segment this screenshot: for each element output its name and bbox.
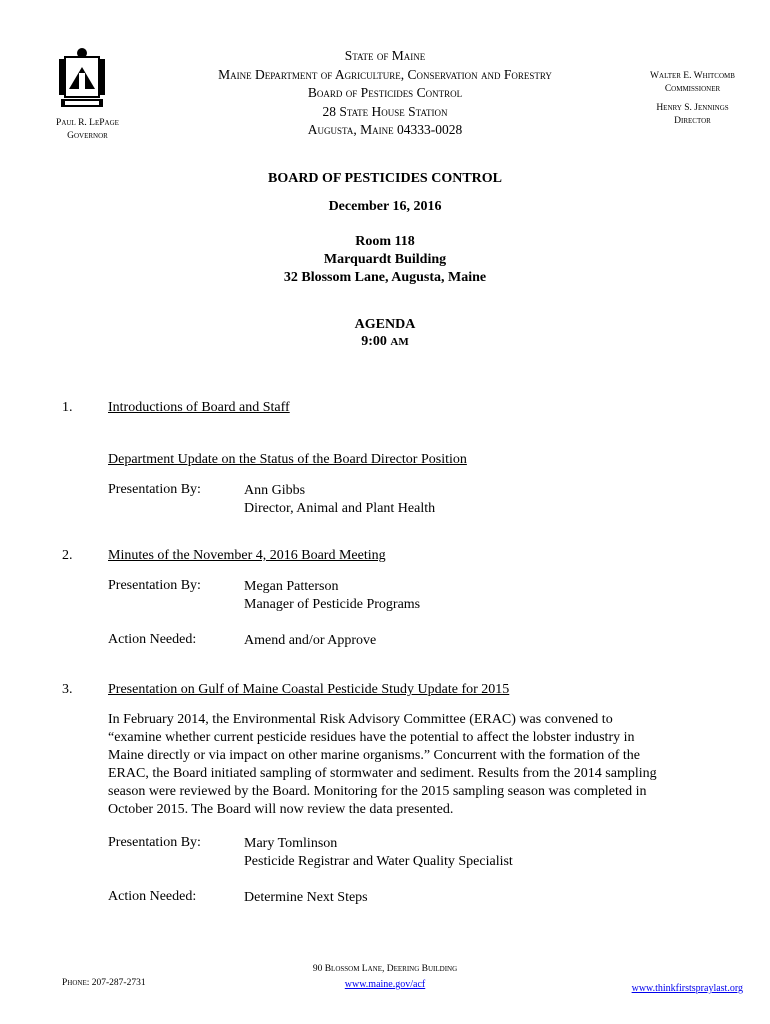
presentation-label: Presentation By: — [108, 835, 201, 850]
board-name: Board of Pesticides Control — [307, 85, 463, 100]
meeting-time-value: 9:00 — [361, 334, 387, 349]
description-line: October 2015. The Board will now review the data presented. — [108, 802, 454, 817]
agenda-heading: AGENDA — [354, 317, 416, 332]
presentation-label: Presentation By: — [108, 482, 201, 497]
governor-name: Paul R. LePage — [56, 118, 119, 128]
officials-block — [630, 70, 755, 128]
presenter-block — [244, 482, 435, 518]
footer-website2-link[interactable]: www.thinkfirstspraylast.org — [631, 983, 743, 994]
station: 28 State House Station — [322, 103, 448, 119]
commissioner-title: Commissioner — [664, 84, 721, 94]
footer-address: 90 Blossom Lane, Deering Building — [312, 964, 458, 974]
meeting-title: BOARD OF PESTICIDES CONTROL — [267, 171, 503, 186]
commissioner-name: Walter E. Whitcomb — [650, 71, 735, 81]
item-title: Introductions of Board and Staff — [108, 400, 290, 415]
presenter-block — [244, 835, 513, 871]
director-title: Director — [674, 116, 711, 126]
presenter-name: Mary Tomlinson — [244, 836, 338, 851]
meeting-date: December 16, 2016 — [328, 199, 442, 214]
department-name: Maine Department of Agriculture, Conservation and Forestry — [218, 66, 552, 82]
governor-title: Governor — [67, 131, 108, 141]
description-line: Maine directly or via impact on other marine organisms.” Concurrent with the formation of the — [108, 748, 640, 763]
meeting-time — [0, 333, 770, 351]
presenter-name: Megan Patterson — [244, 579, 339, 594]
presenter-role: Pesticide Registrar and Water Quality Specialist — [244, 854, 513, 869]
state-seal-icon — [55, 45, 109, 111]
presenter-block — [244, 578, 420, 614]
item-description — [108, 711, 708, 819]
footer-website-link[interactable]: www.maine.gov/acf — [344, 979, 426, 990]
meeting-building: Marquardt Building — [323, 252, 447, 267]
city-address: Augusta, Maine 04333-0028 — [307, 122, 463, 137]
description-line: ERAC, the Board initiated sampling of stormwater and sediment. Results from the 2014 sampling — [108, 766, 657, 781]
footer-center — [230, 964, 540, 992]
item-title: Minutes of the November 4, 2016 Board Meeting — [108, 548, 386, 563]
presenter-name: Ann Gibbs — [244, 483, 306, 498]
item-number: 3. — [62, 682, 73, 697]
action-value: Determine Next Steps — [244, 890, 368, 905]
description-line: “examine whether current pesticide residues have the potential to affect the lobster industry in — [108, 730, 635, 745]
meeting-time-suffix: AM — [390, 336, 409, 348]
presenter-role: Manager of Pesticide Programs — [244, 597, 421, 612]
item-number: 1. — [62, 400, 73, 415]
meeting-address: 32 Blossom Lane, Augusta, Maine — [283, 270, 487, 285]
item-number: 2. — [62, 548, 73, 563]
presentation-label: Presentation By: — [108, 578, 201, 593]
presenter-role: Director, Animal and Plant Health — [244, 501, 436, 516]
governor-block — [40, 117, 135, 143]
action-label: Action Needed: — [108, 632, 197, 647]
footer-phone: Phone: 207-287-2731 — [62, 978, 146, 988]
action-label: Action Needed: — [108, 889, 197, 904]
state-name: State of Maine — [344, 48, 426, 63]
item-subtitle: Department Update on the Status of the Board Director Position — [108, 452, 467, 467]
director-name: Henry S. Jennings — [656, 103, 729, 113]
action-value: Amend and/or Approve — [244, 633, 377, 648]
meeting-room: Room 118 — [355, 234, 415, 249]
footer-right — [560, 978, 743, 996]
item-title: Presentation on Gulf of Maine Coastal Pesticide Study Update for 2015 — [108, 682, 510, 697]
letterhead-center — [150, 47, 620, 140]
description-line: In February 2014, the Environmental Risk Advisory Committee (ERAC) was convened to — [108, 712, 613, 727]
description-line: season were reviewed by the Board. Monitoring for the 2015 sampling season was completed in — [108, 784, 647, 799]
